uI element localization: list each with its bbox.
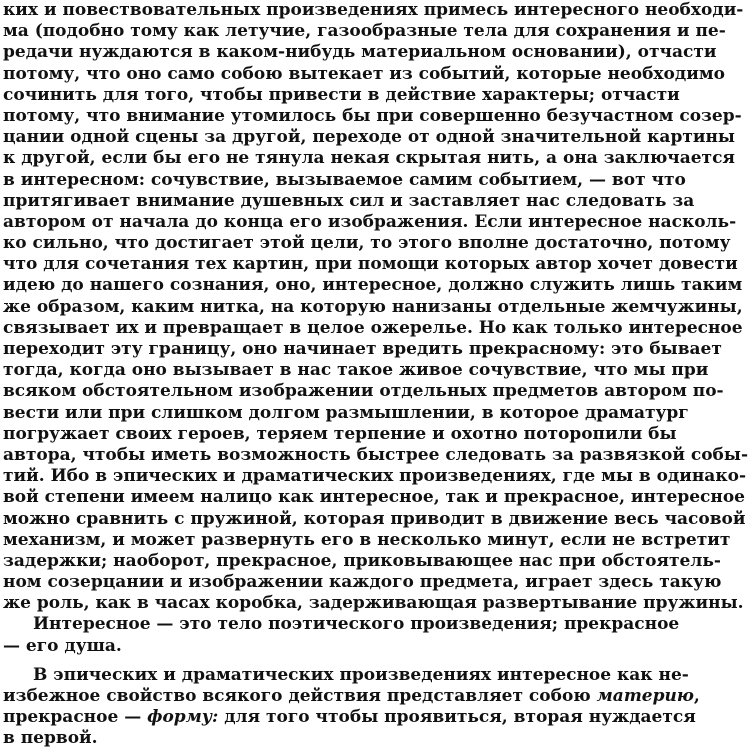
text-line: механизм, и может развернуть его в несколько минут, если не встретит (3, 529, 731, 550)
text-line: избежное свойство всякого действия представляет собою материю, (3, 686, 700, 706)
text-line: в интересном: сочувствие, вызываемое самим событием, — вот что (3, 169, 686, 190)
italic-word: материю (596, 686, 694, 706)
text-line: цании одной сцены за другой, переходе от одной значительной картины (3, 127, 735, 148)
text-line: притягивает внимание душевных сил и заставляет нас следовать за (3, 190, 695, 211)
text-line: — его душа. (3, 635, 122, 656)
italic-word: форму: (147, 707, 219, 728)
text-line: можно сравнить с пружиной, которая приводит в движение весь часовой (3, 508, 746, 529)
text-line: ном созерцании и изображении каждого предмета, играет здесь такую (3, 572, 722, 593)
text-line: ких и повествовательных произведениях примесь интересного необходи- (3, 0, 744, 20)
text-line: тогда, когда оно вызывает в нас такое живое сочувствие, что мы при (3, 360, 709, 381)
paragraph (3, 614, 680, 656)
text-line: к другой, если бы его не тянула некая скрытая нить, а она заключается (3, 148, 735, 169)
text-line: сочинить для того, чтобы привести в действие характеры; отчасти (3, 84, 680, 105)
text-line: же роль, как в часах коробка, задерживающая развертывание пружины. (3, 593, 744, 614)
text-line: ма (подобно тому как летучие, газообразные тела для сохранения и пе- (3, 21, 726, 42)
text-line: Интересное — это тело поэтического произведения; прекрасное (33, 614, 680, 635)
text-line: ко сильно, что достигает этой цели, то этого вполне достаточно, потому (3, 233, 731, 254)
document-page (3, 0, 748, 750)
text-line: автора, чтобы иметь возможность быстрее следовать за развязкой собы- (3, 444, 748, 465)
text-line: задержки; наоборот, прекрасное, приковывающее нас при обстоятель- (3, 550, 721, 571)
text-line: потому, что внимание утомилось бы при совершенно безучастном созер- (3, 105, 742, 126)
text-line: связывает их и превращает в целое ожерелье. Но как только интересное (3, 317, 743, 338)
text-line: тий. Ибо в эпических и драматических произведениях, где мы в одинако- (3, 466, 746, 487)
text-line: вой степени имеем налицо как интересное, так и прекрасное, интересное (3, 487, 745, 508)
text-line: в первой. (3, 728, 98, 749)
text-line: что для сочетания тех картин, при помощи которых автор хочет довести (3, 254, 738, 275)
text-line: потому, что оно само собою вытекает из событий, которые необходимо (3, 63, 725, 84)
text-line: же образом, каким нитка, на которую нанизаны отдельные жемчужины, (3, 296, 743, 317)
paragraph (3, 664, 700, 750)
text-line: идею до нашего сознания, оно, интересное, должно служить лишь таким (3, 275, 743, 296)
text-line: редачи нуждаются в каком-нибудь материальном основании), отчасти (3, 42, 717, 63)
text-line: В эпических и драматических произведениях интересное как не- (33, 664, 689, 685)
text-line: прекрасное — форму: для того чтобы проявиться, вторая нуждается (3, 707, 696, 728)
text-line: автором от начала до конца его изображения. Если интересное насколь- (3, 211, 737, 232)
text-line: погружает своих героев, теряем терпение и охотно поторопили бы (3, 423, 677, 444)
paragraph (3, 0, 748, 614)
text-body (3, 0, 748, 750)
text-line: всяком обстоятельном изображении отдельных предметов автором по- (3, 381, 724, 402)
paragraph-gap (3, 657, 615, 665)
text-line: вести или при слишком долгом размышлении, в которое драматург (3, 402, 689, 423)
text-line: переходит эту границу, оно начинает вредить прекрасному: это бывает (3, 339, 722, 359)
